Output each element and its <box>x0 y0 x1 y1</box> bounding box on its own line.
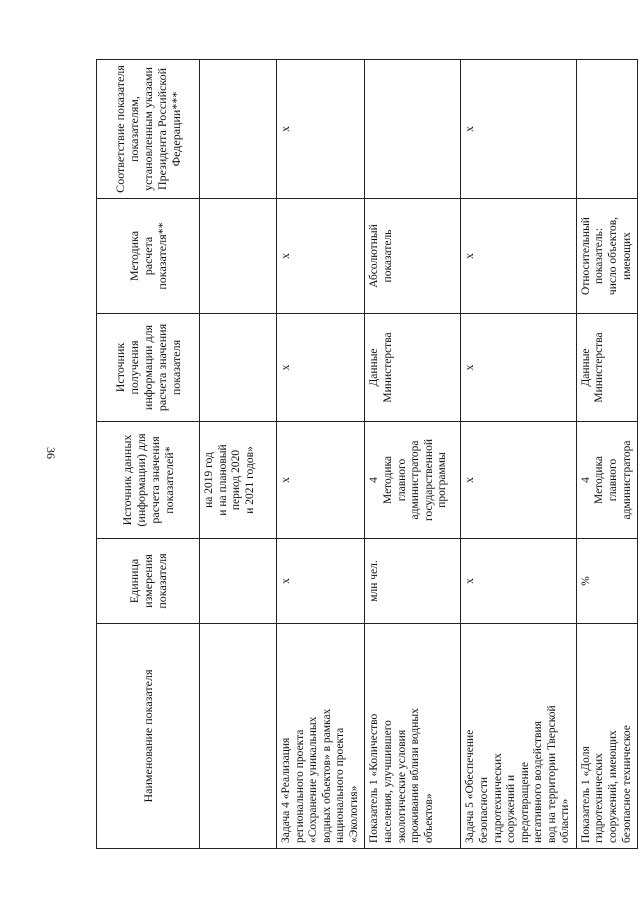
cell-text-line: безопасное техническое <box>620 725 633 843</box>
table-cell <box>576 422 637 539</box>
table-cell <box>461 422 577 539</box>
subheader-cell <box>200 314 277 422</box>
cell-text-line: предотвращение <box>518 762 531 843</box>
table-cell <box>461 314 577 422</box>
page-number: 36 <box>44 447 58 459</box>
cell-text-line: Методика <box>593 456 606 504</box>
cell-text-line: х <box>464 126 477 132</box>
cell-text-line: водных объектов» в рамках <box>320 708 333 843</box>
table-cell <box>365 539 461 624</box>
cell-text-line: и на плановый <box>216 444 229 516</box>
cell-text-line: показатель <box>381 229 394 283</box>
cell-text-line: х <box>280 253 292 259</box>
cell-text-line: регионального проекта <box>293 729 306 843</box>
cell-text-line: Задача 5 «Обеспечение <box>464 729 477 843</box>
cell-text-line: программы <box>436 452 449 508</box>
cell-text-line: на 2019 год <box>203 452 215 508</box>
cell-text-line: Показатель 1 «Доля <box>579 746 592 843</box>
table-cell <box>277 199 365 314</box>
table-cell <box>277 539 365 624</box>
subheader-cell <box>200 539 277 624</box>
indicators-table <box>96 59 638 849</box>
table-row <box>365 60 461 849</box>
column-header <box>97 539 200 624</box>
table-cell <box>365 624 461 849</box>
cell-text-line: х <box>280 126 292 132</box>
cell-text-line: х <box>464 578 477 584</box>
cell-text-line: вод на территории Тверской <box>545 705 558 843</box>
cell-text-line: негативного воздействия <box>532 721 545 843</box>
table-cell <box>576 199 637 314</box>
cell-text-line: Данные <box>368 348 381 387</box>
table-rotated <box>96 60 633 849</box>
cell-text-line: сооружений и <box>505 774 518 843</box>
table-cell <box>277 314 365 422</box>
cell-text-line: гидротехнических <box>491 753 504 843</box>
subheader-cell <box>200 624 277 849</box>
column-header <box>97 314 200 422</box>
cell-text-line: области» <box>559 798 572 843</box>
cell-text-line: х <box>464 477 477 483</box>
table-cell <box>576 314 637 422</box>
table-cell <box>461 624 577 849</box>
cell-text-line: % <box>579 576 592 586</box>
cell-text-line: Наименование показателя <box>140 669 155 803</box>
cell-text-line: показателя <box>155 553 170 609</box>
cell-text-line: Источник <box>112 342 127 393</box>
column-header <box>97 199 200 314</box>
column-header <box>97 624 200 849</box>
table-row <box>576 60 637 849</box>
subheader-row <box>200 60 277 849</box>
cell-text-line: Методика <box>381 456 394 504</box>
cell-text-line: измерения <box>140 554 155 608</box>
cell-text-line: расчета <box>140 236 155 276</box>
cell-text-line: администратора <box>620 440 633 520</box>
table-container <box>96 60 640 843</box>
cell-text-line: число объектов, <box>607 216 619 296</box>
table-cell <box>461 539 577 624</box>
cell-text-line: Министерства <box>381 332 394 403</box>
subheader-cell <box>200 199 277 314</box>
cell-text-line: Федерации*** <box>169 91 184 167</box>
table-row <box>461 60 577 849</box>
cell-text-line: Методика <box>126 230 141 282</box>
cell-text-line: 4 <box>368 477 381 483</box>
column-header <box>97 422 200 539</box>
cell-text-line: Соответствие показателя <box>112 65 127 193</box>
table-row <box>277 60 365 849</box>
table-cell <box>365 314 461 422</box>
table-cell <box>365 422 461 539</box>
cell-text-line: х <box>280 364 292 371</box>
cell-text-line: Задача 4 «Реализация <box>280 737 292 843</box>
cell-text-line: имеющих <box>620 232 633 280</box>
table-cell <box>461 199 577 314</box>
cell-text-line: Министерства <box>593 332 606 403</box>
cell-text-line: млн чел. <box>368 560 381 602</box>
cell-text-line: Относительный <box>579 217 592 295</box>
table-cell <box>277 422 365 539</box>
table-cell <box>576 624 637 849</box>
cell-text-line: безопасности <box>477 776 490 843</box>
subheader-cell <box>200 60 277 199</box>
table-cell <box>277 624 365 849</box>
cell-text-line: администратора <box>409 440 422 520</box>
cell-text-line: Единица <box>126 558 141 604</box>
cell-text-line: показатель: <box>593 227 606 285</box>
cell-text-line: период 2020 <box>230 449 243 511</box>
table-cell <box>576 539 637 624</box>
cell-text-line: 4 <box>579 477 592 483</box>
cell-text-line: населения, улучшившего <box>381 720 394 843</box>
cell-text-line: экологические условия <box>395 729 408 843</box>
table-cell <box>277 60 365 199</box>
cell-text-line: х <box>280 477 292 483</box>
cell-text-line: «Экология» <box>347 785 360 843</box>
cell-text-line: сооружений, имеющих <box>607 730 619 843</box>
cell-text-line: и 2021 годов» <box>243 446 256 514</box>
cell-text-line: главного <box>395 458 408 502</box>
cell-text-line: установленным указами <box>140 67 155 191</box>
cell-text-line: (информации) для <box>133 433 148 527</box>
cell-text-line: Источник данных <box>119 434 134 526</box>
cell-text-line: национального проекта <box>334 727 347 843</box>
cell-text-line: Данные <box>579 348 592 387</box>
table-body <box>97 60 638 849</box>
cell-text-line: х <box>280 578 292 584</box>
table-cell <box>461 60 577 199</box>
cell-text-line: Показатель 1 «Количество <box>368 713 381 843</box>
table-cell <box>365 60 461 199</box>
cell-text-line: гидротехнических <box>593 753 606 843</box>
cell-text-line: показателей* <box>162 446 177 514</box>
cell-text-line: информации для <box>140 324 155 411</box>
cell-text-line: показателя** <box>155 222 170 290</box>
cell-text-line: х <box>464 364 477 371</box>
cell-text-line: показателям, <box>126 96 141 162</box>
table-cell <box>576 60 637 199</box>
cell-text-line: «Сохранение уникальных <box>307 716 320 843</box>
cell-text-line: главного <box>607 458 619 502</box>
cell-text-line: проживания вблизи водных <box>409 708 422 843</box>
cell-text-line: Президента Российской <box>155 68 170 191</box>
cell-text-line: Абсолютный <box>368 224 381 288</box>
cell-text-line: расчета значения <box>155 323 170 412</box>
table-cell <box>365 199 461 314</box>
cell-text-line: расчета значения <box>148 436 162 524</box>
cell-text-line: объектов» <box>422 793 435 843</box>
header-row <box>97 60 200 849</box>
cell-text-line: х <box>464 253 477 259</box>
column-header <box>97 60 200 199</box>
cell-text-line: государственной <box>422 439 435 521</box>
cell-text-line: показателя <box>169 339 184 396</box>
cell-text-line: получения <box>126 340 141 395</box>
subheader-cell <box>200 422 277 539</box>
